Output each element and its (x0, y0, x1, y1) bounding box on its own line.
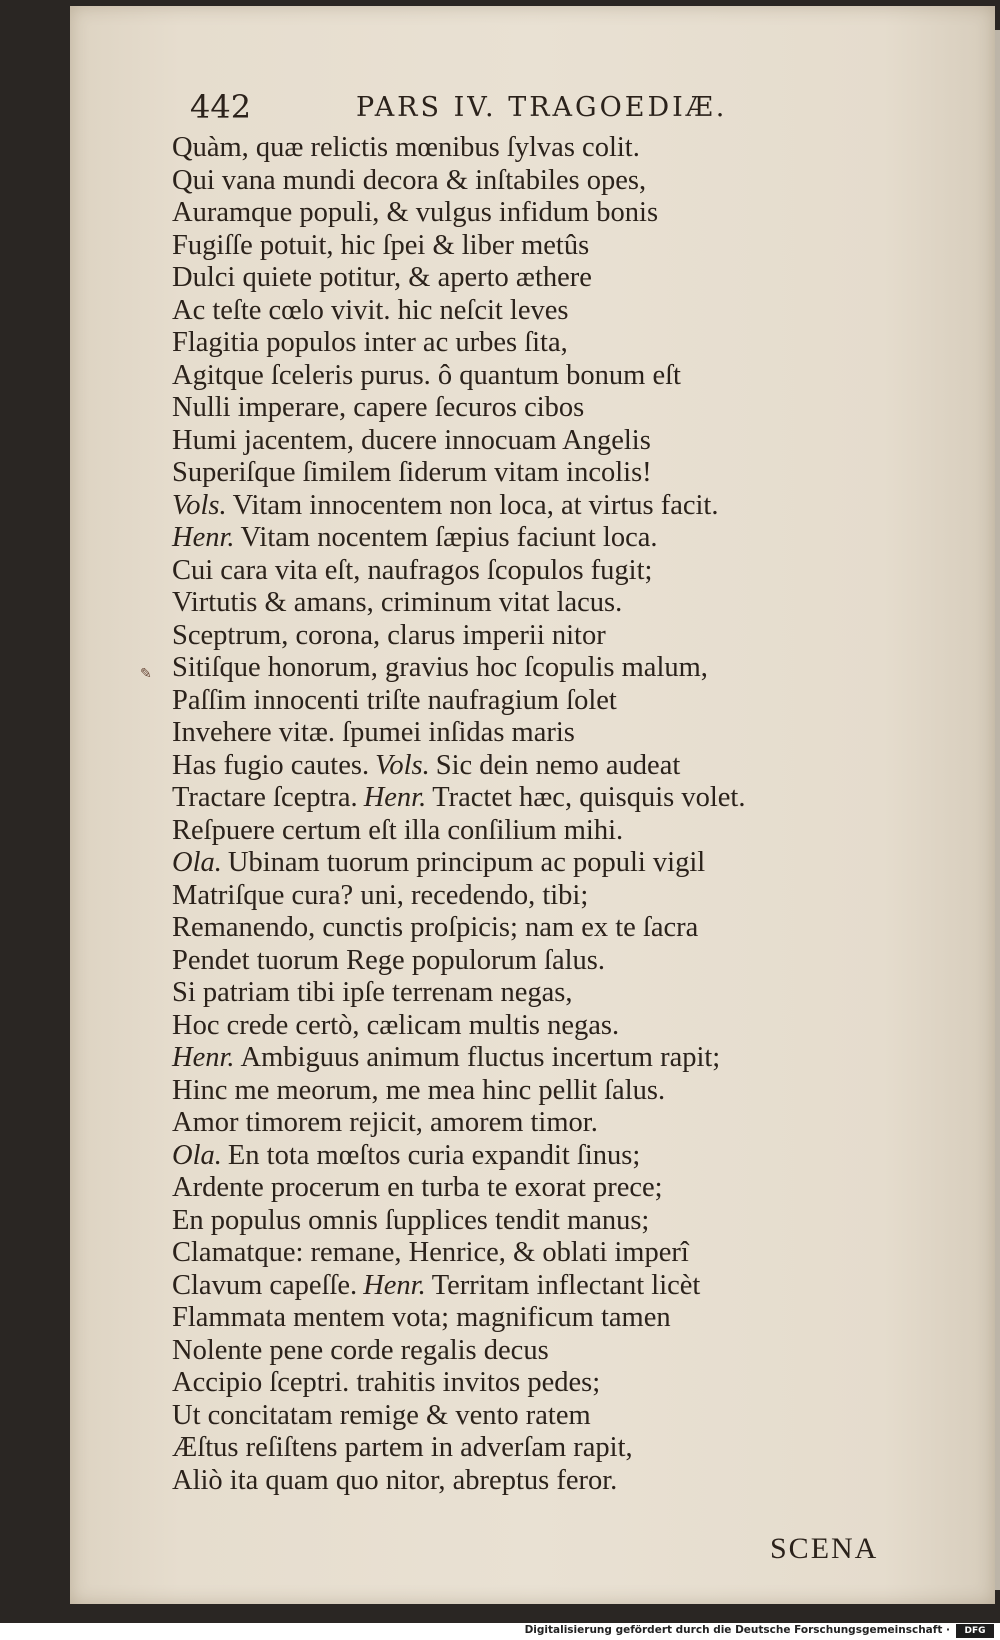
verse-text-span: Clamatque: remane, Henrice, & oblati imperî (172, 1237, 689, 1268)
verse-line (172, 977, 872, 1010)
page-number: 442 (190, 88, 252, 126)
verse-text-span: Ambiguus animum fluctus incertum rapit; (240, 1042, 721, 1073)
verse-line (172, 1140, 872, 1173)
verse-text-span: Auramque populi, & vulgus infidum bonis (172, 197, 659, 228)
verse-line (172, 1107, 872, 1140)
verse-text-span: Sitiſque honorum, gravius hoc ſcopulis malum, (172, 652, 708, 683)
verse-text-span: Remanendo, cunctis proſpicis; nam ex te ſacra (172, 912, 699, 943)
verse-text-span: Si patriam tibi ipſe terrenam negas, (172, 977, 573, 1008)
verse-line (172, 815, 872, 848)
verse-line (172, 587, 872, 620)
verse-line (172, 425, 872, 458)
verse-line (172, 1042, 872, 1075)
verse-line (172, 847, 872, 880)
verse-text-span: Cui cara vita eſt, naufragos ſcopulos fugit; (172, 554, 653, 586)
verse-text-span: Tractet hæc, quisquis volet. (432, 782, 746, 813)
verse-text-span: Ardente procerum en turba te exorat prece; (172, 1172, 663, 1203)
verse-line (172, 782, 872, 815)
verse-text-span: Nolente pene corde regalis decus (172, 1334, 549, 1366)
verse-text-span: Clavum capeſſe. (172, 1269, 358, 1301)
verse-line (172, 490, 872, 523)
verse-line (172, 945, 872, 978)
speaker-label: Henr. (363, 1269, 426, 1301)
verse-text-span: Ut concitatam remige & vento ratem (172, 1399, 591, 1431)
verse-line (172, 230, 872, 263)
verse-line (172, 132, 872, 165)
funding-credit: Digitalisierung gefördert durch die Deutsche Forschungsgemeinschaft · (524, 1624, 950, 1636)
verse-line (172, 1432, 872, 1465)
verse-text-span: Amor timorem rejicit, amorem timor. (172, 1107, 598, 1138)
running-title: PARS IV. TRAGOEDIÆ. (356, 92, 728, 123)
verse-text-span: Agitque ſceleris purus. ô quantum bonum eſt (172, 359, 681, 391)
verse-line (172, 392, 872, 425)
verse-text-span: Qui vana mundi decora & inſtabiles opes, (172, 164, 647, 196)
footer-bar (0, 1623, 1000, 1640)
verse-line (172, 1172, 872, 1205)
verse-line (172, 1367, 872, 1400)
verse-line (172, 717, 872, 750)
verse-text (172, 132, 872, 1497)
verse-text-span: Vitam nocentem ſæpius faciunt loca. (240, 522, 658, 553)
verse-text-span: Paſſim innocenti triſte naufragium ſolet (172, 684, 617, 716)
verse-text-span: Virtutis & amans, criminum vitat lacus. (172, 587, 623, 618)
catchword: SCENA (770, 1532, 879, 1565)
verse-line (172, 1010, 872, 1043)
verse-line (172, 262, 872, 295)
verse-text-span: Reſpuere certum eſt illa conſilium mihi. (172, 814, 624, 846)
verse-text-span: Tractare ſceptra. (172, 782, 358, 813)
verse-line (172, 1237, 872, 1270)
verse-line (172, 457, 872, 490)
verse-line (172, 1302, 872, 1335)
verse-line (172, 1075, 872, 1108)
speaker-label: Henr. (172, 522, 235, 553)
verse-line (172, 1465, 872, 1498)
verse-line (172, 522, 872, 555)
verse-text-span: Matriſque cura? uni, recedendo, tibi; (172, 879, 589, 911)
verse-text-span: Quàm, quæ relictis mœnibus ſylvas colit. (172, 132, 640, 163)
verse-text-span: Has fugio cautes. (172, 749, 370, 781)
verse-line (172, 1205, 872, 1238)
verse-text-span: Æſtus reſiſtens partem in adverſam rapit, (172, 1432, 633, 1463)
verse-text-span: Superiſque ſimilem ſiderum vitam incolis! (172, 457, 652, 488)
verse-text-span: En populus omnis ſupplices tendit manus; (172, 1204, 650, 1236)
verse-text-span: Aliò ita quam quo nitor, abreptus feror. (172, 1464, 618, 1496)
verse-text-span: Sceptrum, corona, clarus imperii nitor (172, 619, 606, 651)
verse-line (172, 912, 872, 945)
verse-line (172, 880, 872, 913)
verse-line (172, 1335, 872, 1368)
verse-text-span: En tota mœſtos curia expandit ſinus; (227, 1139, 641, 1171)
verse-text-span: Nulli imperare, capere ſecuros cibos (172, 392, 585, 423)
verse-line (172, 165, 872, 198)
verse-text-span: Sic dein nemo audeat (435, 749, 681, 781)
verse-text-span: Flammata mentem vota; magnificum tamen (172, 1302, 671, 1333)
verse-text-span: Dulci quiete potitur, & aperto æthere (172, 262, 592, 293)
verse-line (172, 685, 872, 718)
speaker-label: Vols. (172, 489, 227, 521)
verse-line (172, 652, 872, 685)
verse-text-span: Humi jacentem, ducere innocuam Angelis (172, 424, 651, 456)
verse-text-span: Hinc me meorum, me mea hinc pellit ſalus. (172, 1074, 666, 1106)
verse-text-span: Ubinam tuorum principum ac populi vigil (227, 847, 706, 878)
verse-text-span: Pendet tuorum Rege populorum ſalus. (172, 944, 605, 976)
speaker-label: Vols. (375, 749, 430, 781)
verse-text-span: Ac teſte cœlo vivit. hic neſcit leves (172, 294, 569, 326)
verse-line (172, 1400, 872, 1433)
verse-line (172, 750, 872, 783)
dfg-logo: DFG (956, 1624, 994, 1638)
verse-line (172, 295, 872, 328)
verse-line (172, 360, 872, 393)
verse-line (172, 555, 872, 588)
margin-ink-mark: ✎ (140, 667, 152, 682)
verse-text-span: Accipio ſceptri. trahitis invitos pedes; (172, 1367, 601, 1398)
speaker-label: Henr. (363, 782, 427, 813)
verse-text-span: Hoc crede certò, cælicam multis negas. (172, 1009, 620, 1041)
speaker-label: Ola. (172, 847, 222, 878)
verse-line (172, 197, 872, 230)
speaker-label: Henr. (172, 1042, 235, 1073)
verse-line (172, 1270, 872, 1303)
verse-text-span: Invehere vitæ. ſpumei inſidas maris (172, 717, 575, 748)
verse-line (172, 620, 872, 653)
verse-text-span: Fugiſſe potuit, hic ſpei & liber metûs (172, 229, 590, 261)
verse-text-span: Vitam innocentem non loca, at virtus facit. (232, 489, 719, 521)
running-head (190, 88, 790, 132)
verse-text-span: Territam inflectant licèt (431, 1269, 701, 1301)
verse-text-span: Flagitia populos inter ac urbes ſita, (172, 327, 568, 358)
verse-line (172, 327, 872, 360)
speaker-label: Ola. (172, 1139, 222, 1171)
